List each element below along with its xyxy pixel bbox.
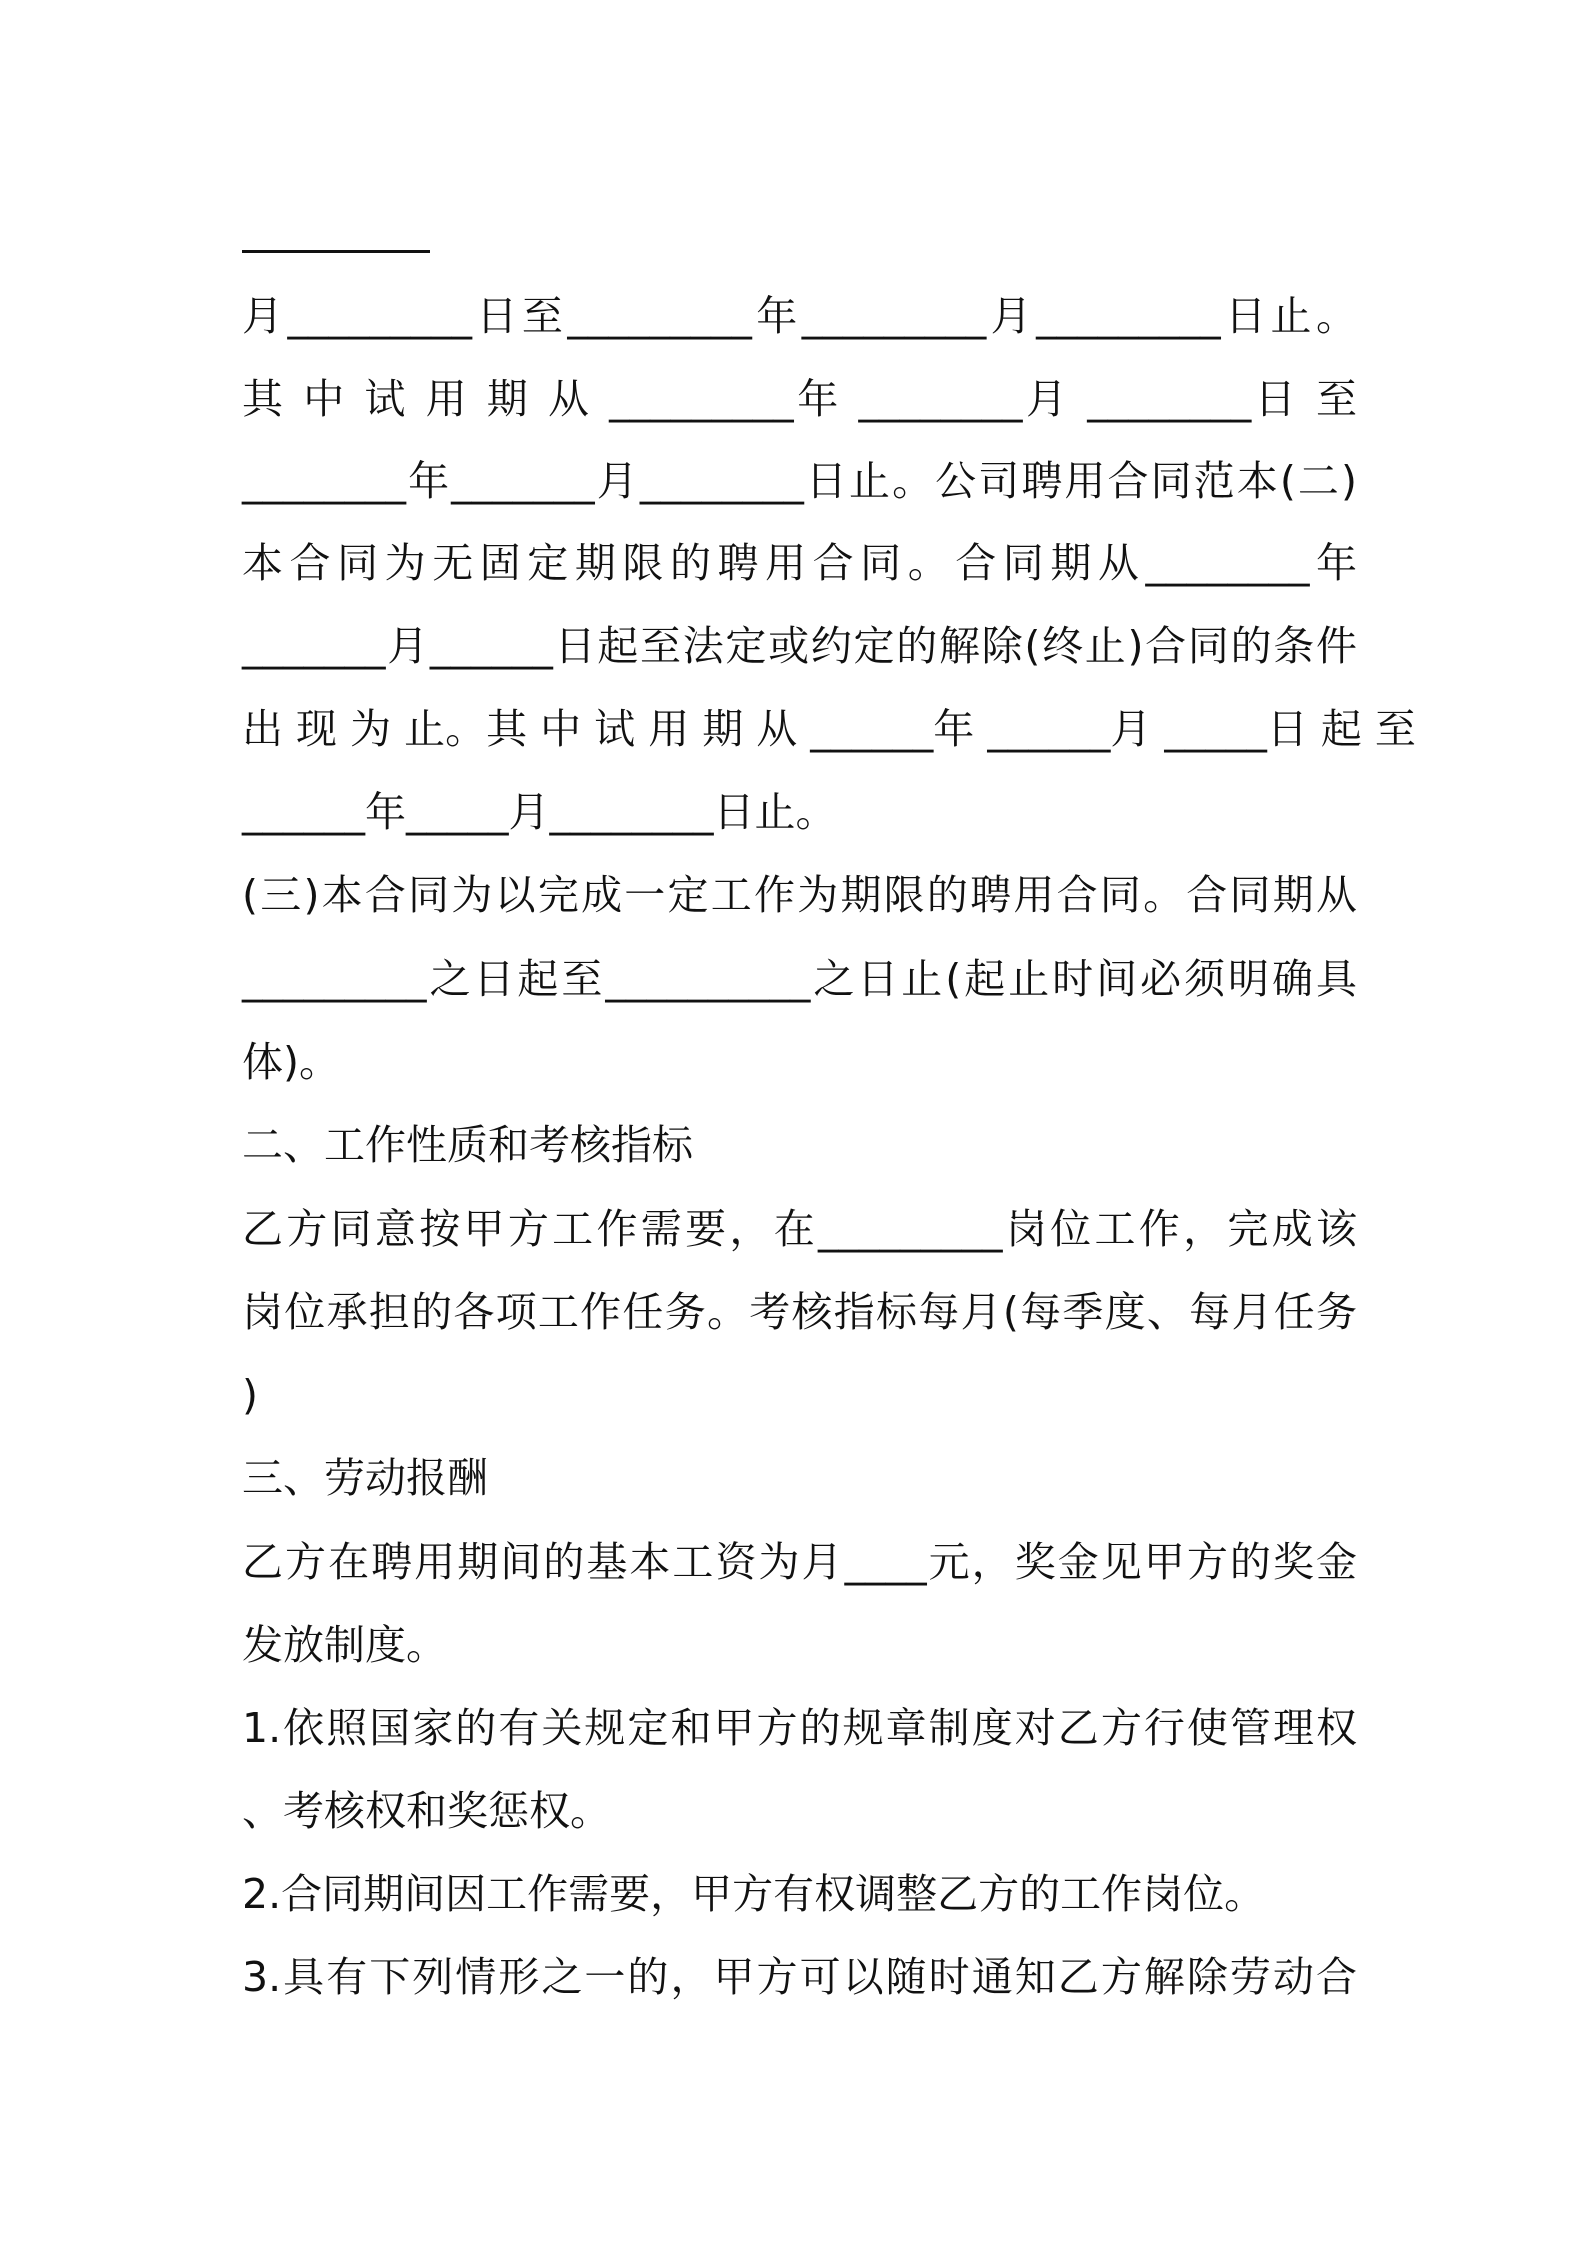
text-line-7: ______年_____月________日止。	[242, 788, 837, 836]
text-line-17: 发放制度。	[242, 1621, 447, 1669]
text-line-2: 其 中 试 用 期 从 _________年 ________月 ________日 至	[242, 375, 1357, 423]
text-line-18: 1.依照国家的有关规定和甲方的规章制度对乙方行使管理权	[242, 1704, 1357, 1752]
text-line-10: 体)。	[242, 1038, 340, 1086]
top-blank-line	[242, 250, 430, 253]
text-line-21: 3.具有下列情形之一的，甲方可以随时通知乙方解除劳动合	[242, 1953, 1357, 2001]
section-heading-3: 三、劳动报酬	[242, 1454, 488, 1502]
text-line-20: 2.合同期间因工作需要，甲方有权调整乙方的工作岗位。	[242, 1870, 1266, 1918]
text-line-19: 、考核权和奖惩权。	[242, 1787, 611, 1835]
text-line-9: _________之日起至__________之日止(起止时间必须明确具	[242, 955, 1357, 1003]
text-line-16: 乙方在聘用期间的基本工资为月____元，奖金见甲方的奖金	[242, 1538, 1357, 1586]
text-line-12: 乙方同意按甲方工作需要，在_________岗位工作，完成该	[242, 1205, 1357, 1253]
section-heading-2: 二、工作性质和考核指标	[242, 1121, 693, 1169]
text-line-5: _______月______日起至法定或约定的解除(终止)合同的条件	[242, 622, 1357, 670]
text-line-6: 出 现 为 止。其 中 试 用 期 从 ______年 ______月 _____日 起 至	[242, 705, 1416, 753]
text-line-4: 本合同为无固定期限的聘用合同。合同期从________年	[242, 539, 1357, 587]
text-line-1: 月_________日至_________年_________月_________日止。	[242, 292, 1357, 340]
text-line-14: )	[242, 1371, 258, 1419]
top-blank-text	[242, 250, 247, 251]
text-line-3: ________年_______月________日止。公司聘用合同范本(二)	[242, 457, 1357, 505]
text-line-8: (三)本合同为以完成一定工作为期限的聘用合同。合同期从	[242, 871, 1357, 919]
text-line-13: 岗位承担的各项工作任务。考核指标每月(每季度、每月任务	[242, 1288, 1357, 1336]
